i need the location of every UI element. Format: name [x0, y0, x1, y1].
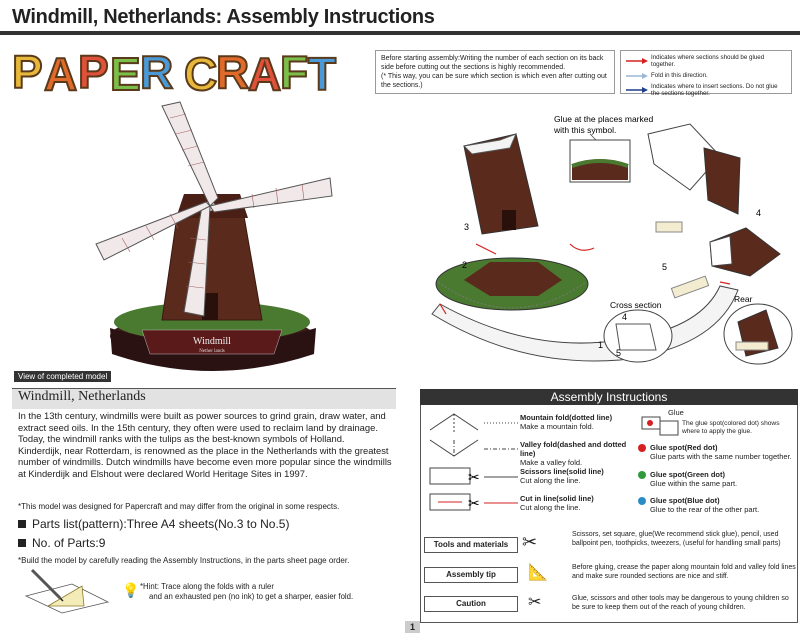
red-arrow-icon — [626, 58, 648, 64]
bullet-square-icon — [18, 520, 26, 528]
mountain-fold-desc: Make a mountain fold. — [520, 422, 594, 431]
hint-line1: *Hint: Trace along the folds with a ruler — [140, 582, 274, 591]
model-sublabel: Nether lands — [199, 349, 225, 354]
tower-part-illustration — [464, 134, 538, 234]
cross-section-detail — [604, 300, 672, 362]
rear-detail — [724, 294, 792, 364]
tools-materials-text: Scissors, set square, glue(We recommend stick glue), pencil, used ballpoint pen, toothpicks, tweezers, (useful for handling small parts) — [572, 531, 781, 547]
hint-line2: and an exhausted pen (no ink) to get a sharper, easier fold. — [149, 591, 354, 601]
mountain-fold-title: Mountain fold(dotted line) — [520, 413, 613, 422]
assembly-diagram — [420, 104, 798, 366]
glue-spot-green-desc: Glue within the same part. — [650, 479, 738, 489]
glue-spot-green-title: Glue spot(Green dot) — [650, 470, 725, 479]
cut-in-line-title: Cut in line(solid line) — [520, 494, 594, 503]
glue-note-line2: with this symbol. — [554, 125, 617, 135]
before-note-line1: Before starting assembly:Writing the number of each section on its back side before cutting out the sections is highly recommended. — [381, 55, 604, 71]
glue-note-line1: Glue at the places marked — [554, 114, 654, 124]
scissors-line-icon — [428, 464, 480, 488]
svg-text:F: F — [280, 46, 309, 98]
step-num-4: 4 — [756, 208, 762, 218]
parts-list — [18, 517, 289, 531]
glue-spot-red-desc: Glue parts with the same number together. — [650, 452, 792, 462]
glue-spot-blue-title: Glue spot(Blue dot) — [650, 496, 720, 505]
light-blue-arrow-icon — [626, 73, 648, 79]
assembly-instructions-header: Assembly Instructions — [420, 389, 798, 405]
cross-section-num-4: 4 — [622, 312, 628, 322]
glue-spot-blue-desc: Glue to the rear of the other part. — [650, 505, 760, 515]
step-num-3: 3 — [464, 222, 470, 232]
svg-text:T: T — [308, 48, 337, 100]
svg-text:A: A — [44, 48, 78, 100]
valley-fold-desc: Make a valley fold. — [520, 458, 583, 467]
tools-materials-label: Tools and materials — [424, 537, 518, 553]
svg-text:E: E — [110, 48, 141, 100]
cut-in-line-icon — [428, 490, 480, 514]
description-title: Windmill, Netherlands — [18, 389, 146, 404]
caution-label: Caution — [424, 596, 518, 612]
number-of-parts-text: No. of Parts:9 — [32, 536, 106, 550]
scissors-line-title: Scissors line(solid line) — [520, 467, 604, 476]
legend-glue — [626, 54, 786, 68]
cut-in-line-item — [520, 494, 638, 512]
number-of-parts — [18, 536, 105, 550]
lightbulb-icon: 💡 — [122, 582, 140, 598]
glue-label: Glue — [668, 408, 684, 417]
scissors-line-item — [520, 467, 638, 485]
mountain-fold-icon — [428, 410, 480, 434]
photo-caption: View of completed model — [14, 371, 111, 382]
cross-section-label: Cross section — [610, 300, 662, 310]
glue-spot-description: The glue spot(colored dot) shows where to apply the glue. — [682, 420, 780, 435]
assembly-tip-icon: 📐 — [528, 564, 548, 581]
caution-text: Glue, scissors and other tools may be dangerous to young children so be sure to keep them out of the reach of young children. — [572, 595, 789, 611]
before-assembly-note — [375, 50, 615, 94]
glue-spot-red — [638, 443, 796, 461]
parts-list-text: Parts list(pattern):Three A4 sheets(No.3 to No.5) — [32, 517, 290, 531]
valley-fold-icon — [428, 436, 480, 460]
dash-dot-line-sample — [484, 447, 518, 451]
legend-glue-text: Indicates where sections should be glued together. — [651, 54, 765, 68]
svg-text:R: R — [140, 46, 174, 98]
rear-label: Rear — [734, 294, 753, 304]
completed-model-photo — [12, 98, 372, 380]
cut-in-line-desc: Cut along the line. — [520, 503, 581, 512]
step-num-1: 1 — [598, 340, 604, 350]
page-number: 1 — [405, 621, 420, 633]
svg-text:A: A — [248, 48, 282, 100]
model-label: Windmill — [193, 336, 231, 347]
glue-spot-red-title: Glue spot(Red dot) — [650, 443, 718, 452]
svg-text:P: P — [78, 46, 109, 98]
red-cut-line-sample — [484, 501, 518, 505]
caution-scissors-icon: ✂ — [528, 594, 542, 611]
svg-text:✂: ✂ — [468, 469, 480, 485]
valley-fold-title: Valley fold(dashed and dotted line) — [520, 440, 627, 458]
blue-dot-icon — [638, 497, 646, 505]
glue-spot-green — [638, 470, 796, 488]
page-title: Windmill, Netherlands: Assembly Instructions — [12, 6, 435, 28]
svg-text:C: C — [184, 48, 218, 100]
step-num-2: 2 — [462, 260, 468, 270]
papercraft-logo — [10, 40, 350, 100]
legend-insert — [626, 83, 786, 97]
ruler-trace-illustration — [22, 566, 112, 614]
valley-fold-item — [520, 440, 638, 467]
assembly-tip-text: Before gluing, crease the paper along mountain fold and valley fold lines and make sure rounded sections are nice and stiff. — [572, 564, 796, 580]
svg-text:R: R — [216, 46, 250, 98]
green-dot-icon — [638, 471, 646, 479]
solid-line-sample — [484, 475, 518, 479]
legend-fold-text: Fold in this direction. — [651, 72, 708, 79]
cross-section-num-5: 5 — [616, 348, 622, 358]
build-note: *Build the model by carefully reading the Assembly Instructions, in the parts sheet page order. — [18, 556, 350, 565]
description-paragraph-1: In the 13th century, windmills were built as power sources to grind grain, draw water, and extract seed oils. In the 15th century, they often were used to reclaim land by drainage. Today, the windmill ranks with the tulips as the best-known symbols of Holland. — [18, 410, 386, 444]
svg-text:✂: ✂ — [468, 495, 480, 511]
description-body — [18, 410, 396, 479]
glue-symbol-detail — [570, 140, 630, 182]
scissors-line-desc: Cut along the line. — [520, 476, 581, 485]
legend-fold — [626, 72, 786, 79]
description-paragraph-2: Kinderdijk, near Rotterdam, is renowned as the place in the Netherlands with the greatest number of windmills. Dutch windmills have become even more popular since the windmills at Kinderdijk and Elshout were declared World Heritage Sites in 1997. — [18, 444, 392, 479]
base-part-illustration — [432, 258, 738, 361]
title-rule — [0, 31, 800, 35]
mountain-fold-item — [520, 413, 638, 431]
before-note-line2: (* This way, you can be sure which section is which even after cutting out the sections.) — [381, 73, 607, 89]
legend-insert-text: Indicates where to insert sections. Do not glue the sections together. — [651, 83, 778, 97]
svg-text:P: P — [12, 46, 43, 98]
tools-icon: ✂ — [522, 532, 538, 552]
assembly-tip-label: Assembly tip — [424, 567, 518, 583]
bullet-square-icon — [18, 539, 26, 547]
design-note: *This model was designed for Papercraft and may differ from the original in some respects. — [18, 502, 340, 511]
hint-text — [140, 582, 353, 601]
red-dot-icon — [638, 444, 646, 452]
arrow-legend — [620, 50, 792, 97]
step-num-5: 5 — [662, 262, 668, 272]
dotted-line-sample — [484, 421, 518, 425]
glue-spot-blue — [638, 496, 796, 514]
dark-blue-arrow-icon — [626, 87, 648, 93]
